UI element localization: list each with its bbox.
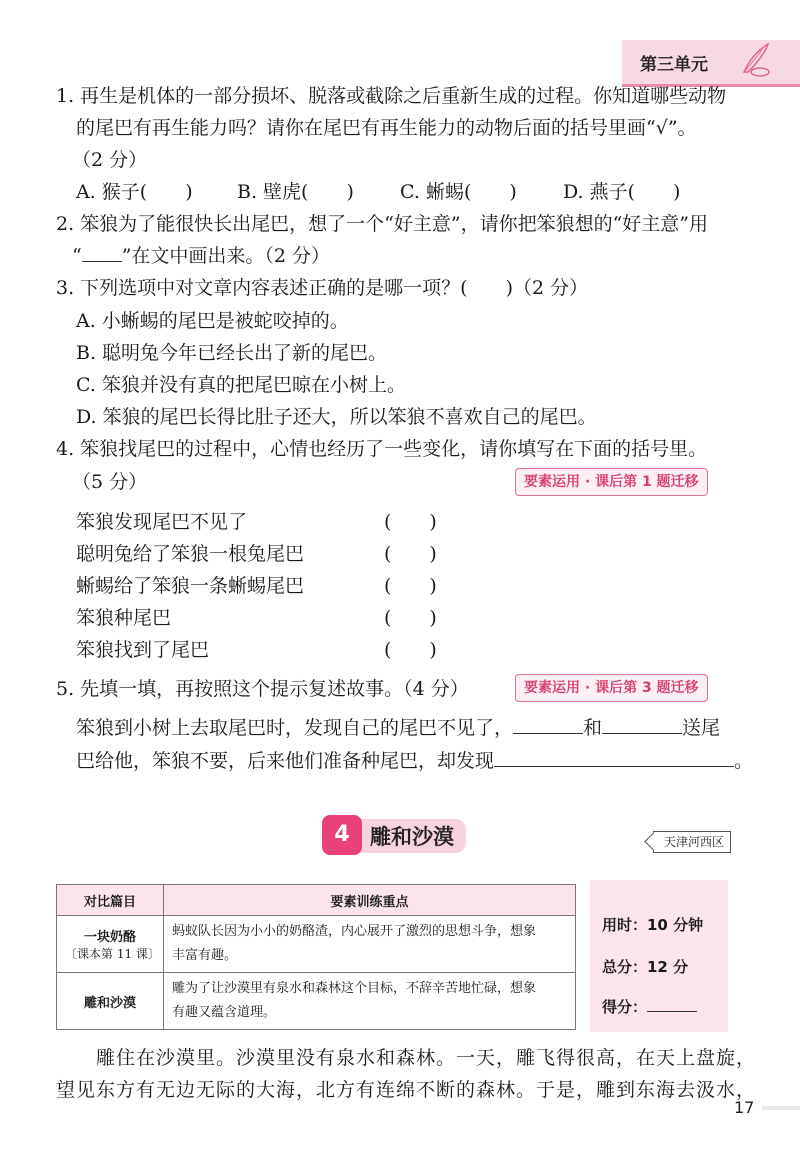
q4-line1: 4. 笨狼找尾巴的过程中，心情也经历了一些变化，请你填写在下面的括号里。 bbox=[56, 438, 708, 460]
q3-option-d: D. 笨狼的尾巴长得比肚子还大，所以笨狼不喜欢自己的尾巴。 bbox=[76, 406, 597, 428]
q1-option-a: A. 猴子( ) bbox=[76, 181, 193, 203]
unit-title: 第三单元 bbox=[640, 55, 708, 75]
row-title: 雕和沙漠 bbox=[83, 995, 136, 1011]
story-line-2: 望见东方有无边无际的大海，北方有连绵不断的森林。于是，雕到东海去汲水， bbox=[56, 1079, 757, 1101]
table-cell-focus bbox=[164, 916, 576, 973]
unit-header-tab bbox=[622, 40, 800, 84]
total-label: 总分：12 分 bbox=[602, 958, 689, 976]
q4-paren-3: ( ) bbox=[384, 575, 437, 597]
q4-item-4: 笨狼种尾巴 bbox=[76, 607, 172, 629]
score-box bbox=[590, 880, 728, 1032]
lesson-number: 4 bbox=[322, 815, 362, 855]
source-tag: 天津河西区 bbox=[653, 831, 731, 853]
row-text-1: 蚂蚁队长因为小小的奶酪渣，内心展开了激烈的思想斗争，想象 bbox=[172, 924, 537, 939]
q5-text-end: 。 bbox=[734, 750, 754, 772]
q3-line1: 3. 下列选项中对文章内容表述正确的是哪一项？( )（2 分） bbox=[56, 277, 589, 299]
row-text-2: 有趣又蕴含道理。 bbox=[172, 1005, 277, 1020]
lesson-title: 雕和沙漠 bbox=[370, 825, 454, 849]
quill-pen-icon bbox=[738, 42, 772, 78]
q5-text-a: 笨狼到小树上去取尾巴时，发现自己的尾巴不见了， bbox=[76, 717, 514, 739]
q2-underline-sample bbox=[82, 243, 122, 262]
table-cell-title bbox=[57, 973, 164, 1030]
q3-option-b: B. 聪明兔今年已经长出了新的尾巴。 bbox=[76, 342, 388, 364]
table-cell-title bbox=[57, 916, 164, 973]
q1-line2: 的尾巴有再生能力吗？请你在尾巴有再生能力的动物后面的括号里画“√”。 bbox=[76, 117, 697, 139]
page-number: 17 bbox=[734, 1098, 755, 1117]
lesson-header bbox=[322, 815, 472, 861]
time-label: 用时：10 分钟 bbox=[602, 916, 704, 934]
row-text-2: 丰富有趣。 bbox=[172, 948, 238, 963]
q2-line1: 2. 笨狼为了能很快长出尾巴，想了一个“好主意”，请你把笨狼想的“好主意”用 bbox=[56, 213, 709, 235]
q5-text-and: 和 bbox=[583, 717, 603, 739]
q4-skill-tag: 要素运用 · 课后第 1 题迁移 bbox=[515, 468, 708, 496]
q5-blank-3[interactable] bbox=[494, 748, 734, 767]
table-header-focus: 要素训练重点 bbox=[164, 885, 576, 916]
q2-open-quote: “ bbox=[72, 245, 82, 267]
q5-skill-tag: 要素运用 · 课后第 3 题迁移 bbox=[515, 674, 708, 702]
q1-option-d: D. 燕子( ) bbox=[563, 181, 681, 203]
table-header-row bbox=[57, 885, 576, 916]
story-line-1: 雕住在沙漠里。沙漠里没有泉水和森林。一天，雕飞得很高，在天上盘旋， bbox=[56, 1047, 757, 1069]
score-blank[interactable] bbox=[647, 997, 697, 1012]
q3-option-a: A. 小蜥蜴的尾巴是被蛇咬掉的。 bbox=[76, 310, 349, 332]
q5-blank-2[interactable] bbox=[602, 715, 682, 734]
score-label bbox=[602, 996, 697, 1017]
q4-item-1: 笨狼发现尾巴不见了 bbox=[76, 511, 248, 533]
q5-line3 bbox=[76, 745, 753, 777]
q4-paren-5: ( ) bbox=[384, 639, 437, 661]
row-note: 〔课本第 11 课〕 bbox=[65, 947, 160, 961]
table-row bbox=[57, 973, 576, 1030]
q4-item-3: 蜥蜴给了笨狼一条蜥蜴尾巴 bbox=[76, 575, 305, 597]
row-title: 一块奶酪 bbox=[83, 930, 136, 945]
q5-line1: 5. 先填一填，再按照这个提示复述故事。（4 分） bbox=[56, 678, 469, 700]
lesson-title-box bbox=[358, 819, 466, 853]
q1-option-c: C. 蜥蜴( ) bbox=[400, 181, 517, 203]
q1-line1: 1. 再生是机体的一部分损坏、脱落或截除之后重新生成的过程。你知道哪些动物 bbox=[56, 85, 727, 107]
q2-line2-rest: ”在文中画出来。（2 分） bbox=[121, 245, 331, 267]
q4-paren-1: ( ) bbox=[384, 511, 437, 533]
page-number-bar bbox=[762, 1106, 800, 1110]
q4-paren-4: ( ) bbox=[384, 607, 437, 629]
q5-blank-1[interactable] bbox=[513, 715, 583, 734]
score-label-text: 得分： bbox=[602, 998, 648, 1016]
q1-score: （2 分） bbox=[72, 149, 148, 171]
q2-line2 bbox=[72, 240, 330, 272]
q5-text-c: 送尾 bbox=[682, 717, 721, 739]
row-text-1: 雕为了让沙漠里有泉水和森林这个目标，不辞辛苦地忙碌，想象 bbox=[172, 981, 537, 996]
table-cell-focus bbox=[164, 973, 576, 1030]
q3-option-c: C. 笨狼并没有真的把尾巴晾在小树上。 bbox=[76, 374, 406, 396]
training-table bbox=[56, 884, 576, 1030]
q4-item-2: 聪明兔给了笨狼一根兔尾巴 bbox=[76, 543, 305, 565]
q5-text-d: 巴给他，笨狼不要，后来他们准备种尾巴，却发现 bbox=[76, 750, 495, 772]
q1-option-b: B. 壁虎( ) bbox=[237, 181, 354, 203]
q4-item-5: 笨狼找到了尾巴 bbox=[76, 639, 210, 661]
q4-score: （5 分） bbox=[72, 471, 148, 493]
q4-paren-2: ( ) bbox=[384, 543, 437, 565]
q5-line2 bbox=[76, 712, 720, 744]
table-row bbox=[57, 916, 576, 973]
table-header-article: 对比篇目 bbox=[57, 885, 164, 916]
